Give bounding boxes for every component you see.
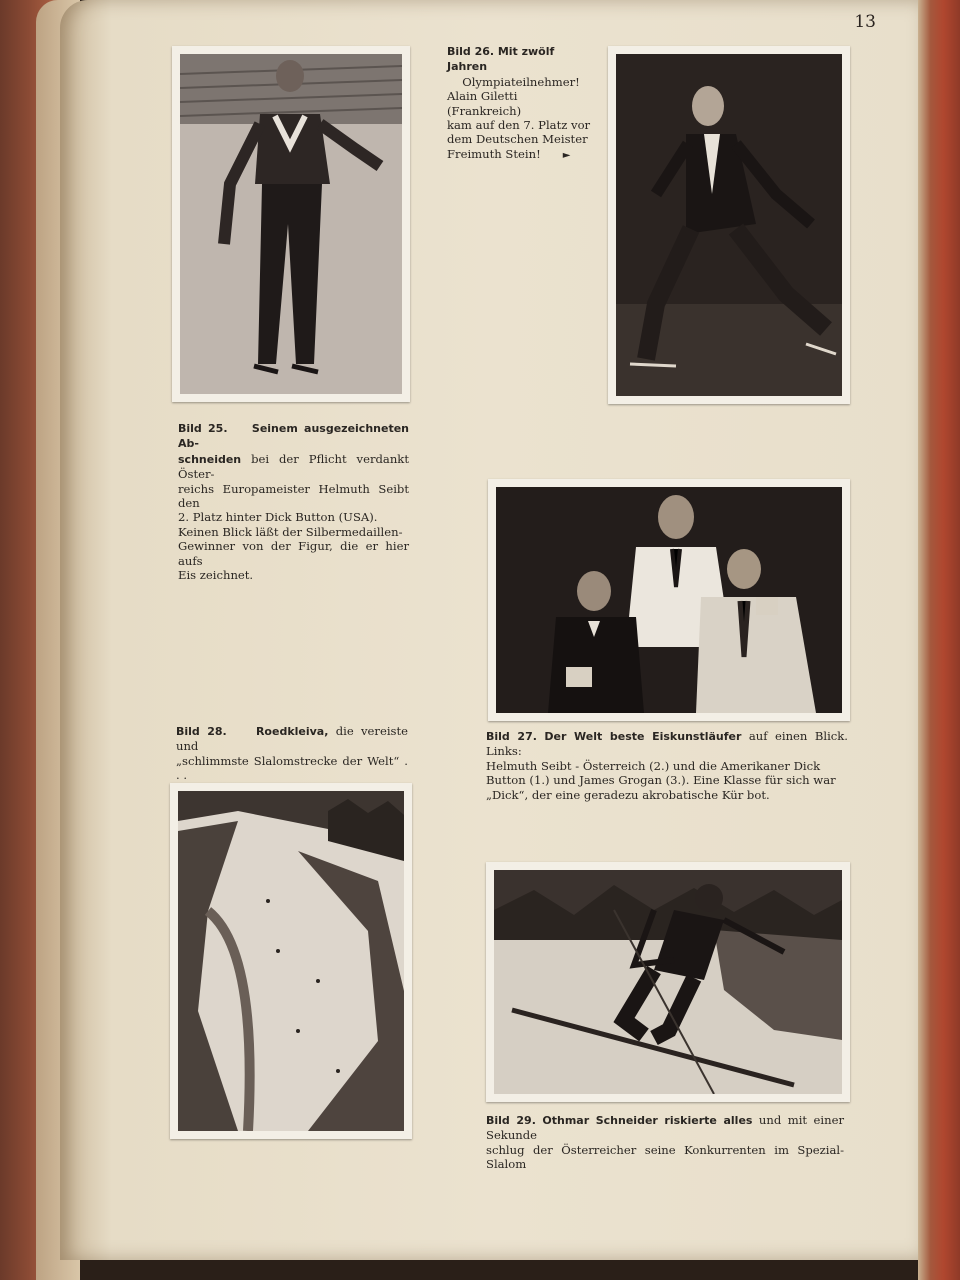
caption-line [176, 724, 408, 754]
caption-text: Freimuth Stein! [447, 146, 541, 161]
caption-line: Button (1.) und James Grogan (3.). Eine Klasse für sich war [486, 773, 836, 788]
slalom-skier-photo [494, 870, 842, 1094]
caption-line: reichs Europameister Helmuth Seibt den [178, 481, 409, 511]
caption-line: 2. Platz hinter Dick Button (USA). [178, 510, 378, 525]
photo-card-bild26 [608, 46, 850, 404]
caption-line [447, 147, 595, 163]
photo-bild25 [180, 54, 402, 394]
caption-bold: Othmar Schneider riskierte alles [542, 1114, 753, 1127]
caption-bild26 [447, 44, 595, 163]
caption-text: und mit einer Sekunde [486, 1113, 844, 1143]
caption-number: Bild 25. [178, 422, 228, 435]
skater-seibt-photo [180, 54, 402, 394]
caption-line: Olympiateilnehmer! [462, 74, 580, 89]
caption-line [178, 452, 409, 482]
caption-line: Eis zeichnet. [178, 568, 254, 583]
caption-bild25 [178, 421, 409, 582]
caption-line: dem Deutschen Meister [447, 132, 588, 147]
caption-line: kam auf den 7. Platz vor [447, 118, 591, 133]
photo-bild29 [494, 870, 842, 1094]
caption-text: auf einen Blick. Links: [486, 729, 848, 759]
caption-number: Bild 27. [486, 730, 537, 743]
arrow-right-icon: ► [562, 149, 571, 161]
caption-bild29 [486, 1113, 844, 1172]
photo-card-bild25 [172, 46, 410, 402]
page-number: 13 [854, 12, 876, 32]
caption-line [486, 1113, 844, 1143]
caption-line: Gewinner von der Figur, die er hier aufs [178, 539, 409, 568]
three-skaters-photo [496, 487, 842, 713]
caption-line [447, 44, 595, 75]
photo-card-bild28 [170, 783, 412, 1139]
photo-bild28 [178, 791, 404, 1131]
caption-bold: Roedkleiva, [255, 725, 329, 738]
caption-text: die vereiste und [176, 724, 408, 754]
caption-line: Keinen Blick läßt der Silbermedaillen- [178, 524, 403, 539]
caption-line: „Dick“, der eine geradezu akrobatische Kür bot. [486, 787, 770, 802]
caption-line [178, 421, 409, 452]
caption-line: „schlimmste Slalomstrecke der Welt“ . . . [176, 753, 408, 783]
caption-bold: Seinem ausgezeichneten Ab- [178, 422, 409, 451]
caption-number: Bild 26. [447, 45, 495, 58]
caption-number: Bild 28. [176, 725, 227, 738]
caption-line: schlug der Österreicher seine Konkurrenten im Spezial-Slalom [486, 1142, 844, 1172]
caption-line [486, 729, 848, 759]
photo-card-bild27 [488, 479, 850, 721]
caption-line: Alain Giletti (Frankreich) [447, 89, 522, 118]
caption-bild27 [486, 729, 848, 802]
caption-bold: Der Welt beste Eiskunstläufer [544, 730, 742, 743]
caption-bold: Mit zwölf Jahren [447, 45, 555, 74]
photo-bild27 [496, 487, 842, 713]
photo-bild26 [616, 54, 842, 396]
photo-card-bild29 [486, 862, 850, 1102]
caption-text: bei der Pflicht verdankt Öster- [178, 451, 409, 482]
caption-number: Bild 29. [486, 1114, 536, 1127]
book-cover-edge [918, 0, 960, 1280]
slalom-slope-photo [178, 791, 404, 1131]
caption-bold: schneiden [178, 452, 242, 466]
skater-giletti-photo [616, 54, 842, 396]
caption-line: Helmuth Seibt - Österreich (2.) und die Amerikaner Dick [486, 758, 821, 773]
